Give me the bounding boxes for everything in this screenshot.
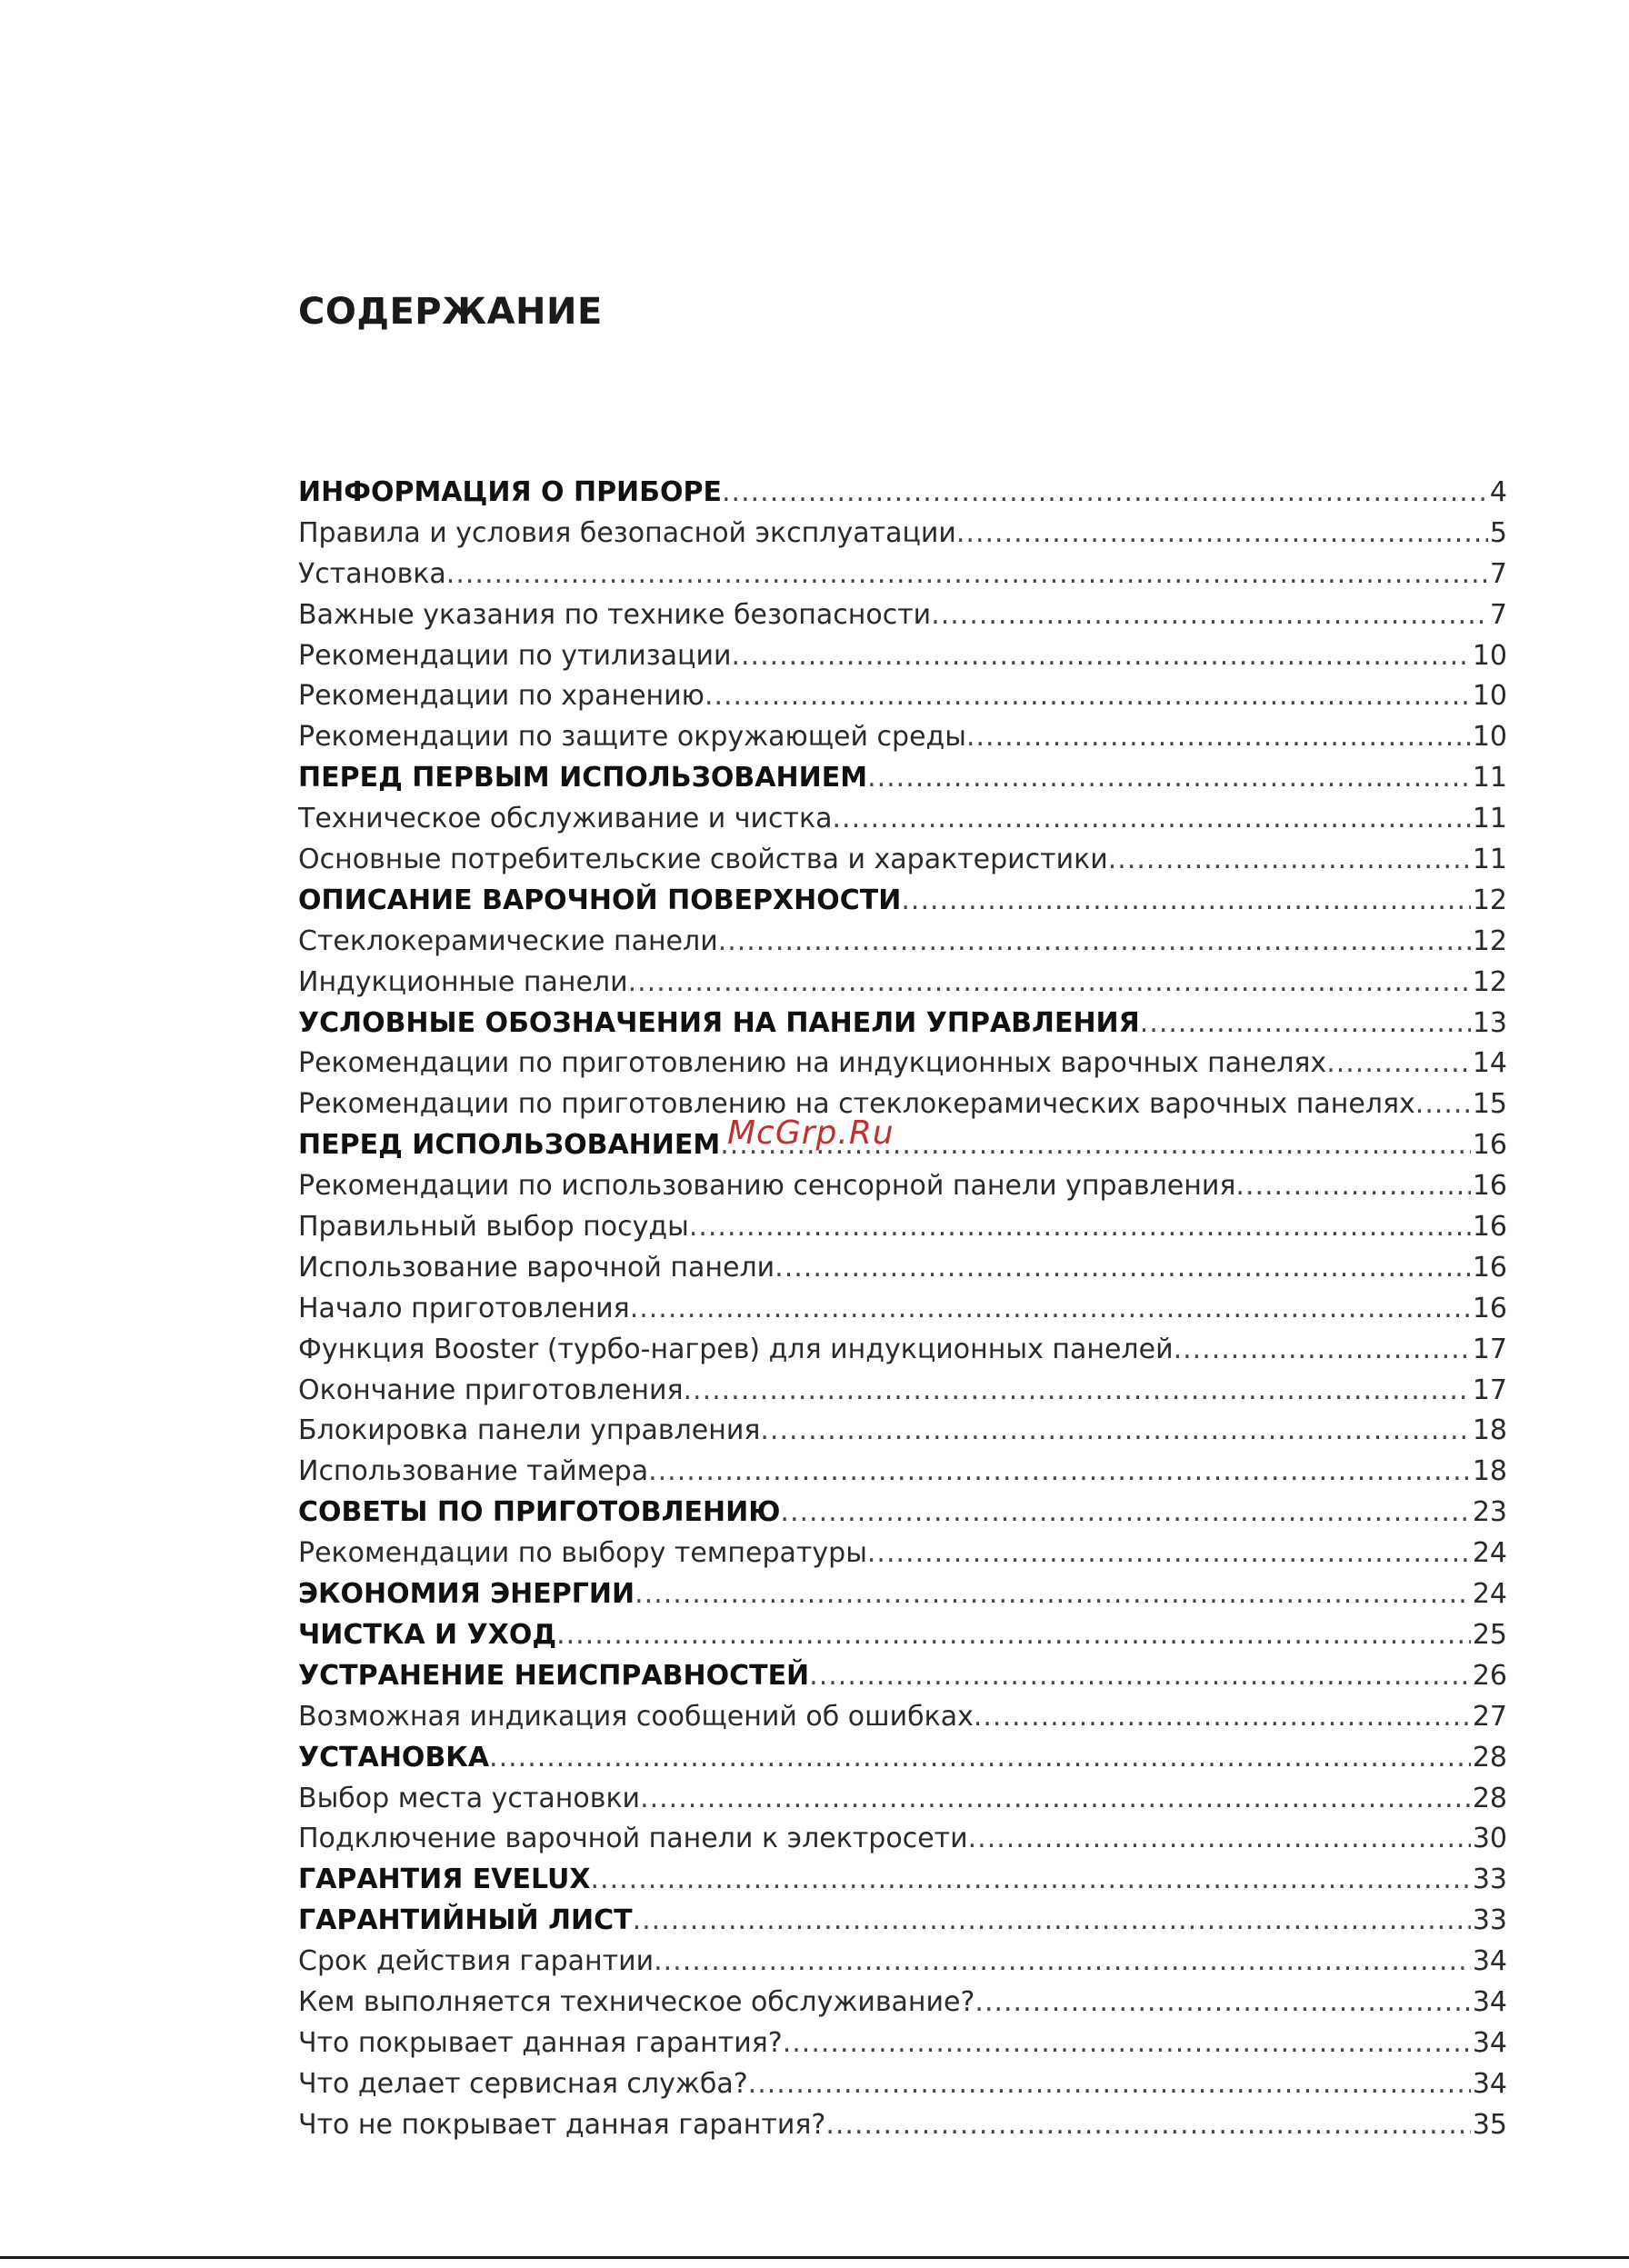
toc-page-number: 11 bbox=[1472, 803, 1507, 835]
dot-leader bbox=[956, 514, 1488, 555]
toc-page-number: 18 bbox=[1472, 1455, 1507, 1488]
dot-leader bbox=[489, 1738, 1471, 1779]
toc-page-number: 5 bbox=[1489, 516, 1507, 549]
toc-entry[interactable] bbox=[298, 1942, 1507, 1983]
toc-entry-title: Рекомендации по хранению bbox=[298, 680, 705, 713]
dot-leader bbox=[974, 1697, 1471, 1738]
toc-page-number: 26 bbox=[1472, 1659, 1507, 1692]
toc-entry-title: УСТРАНЕНИЕ НЕИСПРАВНОСТЕЙ bbox=[298, 1659, 810, 1692]
toc-page-number: 16 bbox=[1472, 1292, 1507, 1324]
dot-leader bbox=[635, 1574, 1471, 1615]
toc-entry-title: Блокировка панели управления bbox=[298, 1414, 761, 1447]
dot-leader bbox=[630, 1289, 1471, 1330]
toc-entry[interactable] bbox=[298, 1901, 1507, 1942]
toc-entry[interactable] bbox=[298, 1289, 1507, 1330]
toc-entry[interactable] bbox=[298, 2023, 1507, 2064]
toc-entry-title: УСЛОВНЫЕ ОБОЗНАЧЕНИЯ НА ПАНЕЛИ УПРАВЛЕНИЯ bbox=[298, 1006, 1140, 1039]
toc-entry[interactable] bbox=[298, 799, 1507, 840]
toc-page-number: 16 bbox=[1472, 1211, 1507, 1244]
toc-entry[interactable] bbox=[298, 1371, 1507, 1412]
dot-leader bbox=[825, 2105, 1470, 2146]
toc-page-number: 13 bbox=[1472, 1006, 1507, 1039]
toc-entry[interactable] bbox=[298, 595, 1507, 636]
toc-entry-title: Техническое обслуживание и чистка bbox=[298, 803, 833, 835]
toc-page-number: 34 bbox=[1472, 2067, 1507, 2100]
dot-leader bbox=[718, 922, 1471, 963]
dot-leader bbox=[731, 636, 1470, 677]
dot-leader bbox=[648, 1452, 1471, 1493]
toc-page-number: 30 bbox=[1472, 1823, 1507, 1855]
toc-entry[interactable] bbox=[298, 881, 1507, 922]
bottom-divider bbox=[0, 2256, 1629, 2259]
toc-entry-title: Срок действия гарантии bbox=[298, 1945, 655, 1978]
toc-page-number: 10 bbox=[1472, 639, 1507, 672]
toc-entry-title: ГАРАНТИЙНЫЙ ЛИСТ bbox=[298, 1904, 633, 1937]
dot-leader bbox=[689, 1207, 1471, 1248]
toc-entry-title: Что не покрывает данная гарантия? bbox=[298, 2108, 826, 2141]
toc-entry-title: Начало приготовления bbox=[298, 1292, 630, 1324]
toc-entry[interactable] bbox=[298, 1574, 1507, 1615]
dot-leader bbox=[833, 799, 1471, 840]
toc-entry[interactable] bbox=[298, 1411, 1507, 1452]
dot-leader bbox=[1326, 1044, 1471, 1084]
toc-page-number: 28 bbox=[1472, 1782, 1507, 1814]
toc-entry[interactable] bbox=[298, 840, 1507, 881]
dot-leader bbox=[628, 963, 1471, 1004]
table-of-contents bbox=[298, 473, 1507, 2146]
dot-leader bbox=[931, 595, 1488, 636]
toc-page-number: 12 bbox=[1472, 924, 1507, 957]
toc-page-number: 12 bbox=[1472, 884, 1507, 916]
dot-leader bbox=[748, 2064, 1471, 2105]
dot-leader bbox=[1174, 1330, 1471, 1371]
dot-leader bbox=[640, 1779, 1471, 1820]
toc-entry[interactable] bbox=[298, 1819, 1507, 1860]
toc-entry[interactable] bbox=[298, 1166, 1507, 1207]
toc-entry[interactable] bbox=[298, 1534, 1507, 1574]
dot-leader bbox=[1140, 1004, 1471, 1044]
toc-entry[interactable] bbox=[298, 1656, 1507, 1697]
dot-leader bbox=[968, 1819, 1471, 1860]
dot-leader bbox=[783, 2023, 1471, 2064]
toc-entry[interactable] bbox=[298, 1248, 1507, 1289]
toc-page-number: 4 bbox=[1489, 476, 1507, 508]
dot-leader bbox=[1108, 840, 1471, 881]
toc-entry[interactable] bbox=[298, 1860, 1507, 1901]
dot-leader bbox=[901, 881, 1470, 922]
toc-entry-title: ПЕРЕД ПЕРВЫМ ИСПОЛЬЗОВАНИЕМ bbox=[298, 762, 868, 794]
toc-entry-title: Рекомендации по приготовлению на индукционных варочных панелях bbox=[298, 1047, 1327, 1080]
dot-leader bbox=[705, 676, 1471, 717]
toc-page-number: 16 bbox=[1472, 1170, 1507, 1203]
toc-page-number: 17 bbox=[1472, 1374, 1507, 1406]
toc-page-number: 11 bbox=[1472, 762, 1507, 794]
toc-page-number: 10 bbox=[1472, 680, 1507, 713]
toc-entry[interactable] bbox=[298, 514, 1507, 555]
page-title: СОДЕРЖАНИЕ bbox=[298, 291, 603, 333]
toc-entry-title: Функция Booster (турбо-нагрев) для индукционных панелей bbox=[298, 1333, 1174, 1365]
dot-leader bbox=[974, 1983, 1470, 2023]
toc-page-number: 14 bbox=[1472, 1047, 1507, 1080]
toc-entry[interactable] bbox=[298, 2064, 1507, 2105]
toc-page-number: 34 bbox=[1472, 1945, 1507, 1978]
toc-page-number: 7 bbox=[1489, 598, 1507, 631]
toc-page-number: 10 bbox=[1472, 721, 1507, 754]
dot-leader bbox=[684, 1371, 1471, 1412]
toc-entry-title: Кем выполняется техническое обслуживание? bbox=[298, 1985, 975, 2018]
dot-leader bbox=[654, 1942, 1471, 1983]
dot-leader bbox=[556, 1615, 1471, 1656]
toc-entry[interactable] bbox=[298, 1044, 1507, 1084]
toc-page-number: 24 bbox=[1472, 1578, 1507, 1611]
toc-entry[interactable] bbox=[298, 2105, 1507, 2146]
toc-entry-title: Рекомендации по выбору температуры bbox=[298, 1537, 867, 1570]
toc-page-number: 35 bbox=[1472, 2108, 1507, 2141]
toc-page-number: 28 bbox=[1472, 1741, 1507, 1773]
toc-page-number: 18 bbox=[1472, 1414, 1507, 1447]
toc-entry-title: Возможная индикация сообщений об ошибках bbox=[298, 1700, 974, 1733]
toc-entry-title: Рекомендации по приготовлению на стеклокерамических варочных панелях bbox=[298, 1088, 1415, 1121]
toc-entry-title: ПЕРЕД ИСПОЛЬЗОВАНИЕМ bbox=[298, 1129, 721, 1162]
toc-entry-title: ИНФОРМАЦИЯ О ПРИБОРЕ bbox=[298, 476, 723, 508]
toc-entry-title: Стеклокерамические панели bbox=[298, 924, 718, 957]
toc-entry-title: Рекомендации по использованию сенсорной панели управления bbox=[298, 1170, 1236, 1203]
toc-entry[interactable] bbox=[298, 1738, 1507, 1779]
toc-entry-title: Что делает сервисная служба? bbox=[298, 2067, 748, 2100]
toc-entry-title: Рекомендации по защите окружающей среды bbox=[298, 721, 966, 754]
toc-page-number: 16 bbox=[1472, 1251, 1507, 1284]
toc-entry-title: СОВЕТЫ ПО ПРИГОТОВЛЕНИЮ bbox=[298, 1496, 781, 1529]
dot-leader bbox=[775, 1248, 1471, 1289]
dot-leader bbox=[633, 1901, 1471, 1942]
dot-leader bbox=[591, 1860, 1471, 1901]
toc-entry-title: Использование варочной панели bbox=[298, 1251, 775, 1284]
toc-entry[interactable] bbox=[298, 1084, 1507, 1125]
toc-page-number: 24 bbox=[1472, 1537, 1507, 1570]
toc-entry-title: Правильный выбор посуды bbox=[298, 1211, 689, 1244]
dot-leader bbox=[446, 555, 1488, 595]
toc-page-number: 16 bbox=[1472, 1129, 1507, 1162]
dot-leader bbox=[722, 473, 1488, 514]
toc-page-number: 12 bbox=[1472, 965, 1507, 998]
toc-entry-title: Основные потребительские свойства и характеристики bbox=[298, 844, 1108, 876]
toc-entry-title: ЧИСТКА И УХОД bbox=[298, 1618, 557, 1651]
toc-entry[interactable] bbox=[298, 555, 1507, 595]
toc-entry[interactable] bbox=[298, 1615, 1507, 1656]
toc-entry[interactable] bbox=[298, 1779, 1507, 1820]
dot-leader bbox=[867, 758, 1471, 799]
toc-entry-title: ОПИСАНИЕ ВАРОЧНОЙ ПОВЕРХНОСТИ bbox=[298, 884, 902, 916]
toc-entry-title: Выбор места установки bbox=[298, 1782, 641, 1814]
toc-entry[interactable] bbox=[298, 636, 1507, 677]
toc-page-number: 34 bbox=[1472, 2026, 1507, 2059]
toc-entry-title: Подключение варочной панели к электросети bbox=[298, 1823, 968, 1855]
toc-entry[interactable] bbox=[298, 1207, 1507, 1248]
dot-leader bbox=[966, 717, 1471, 758]
dot-leader bbox=[1235, 1166, 1470, 1207]
toc-entry-title: Установка bbox=[298, 557, 446, 590]
toc-entry-title: ЭКОНОМИЯ ЭНЕРГИИ bbox=[298, 1578, 635, 1611]
toc-page-number: 23 bbox=[1472, 1496, 1507, 1529]
toc-entry-title: Окончание приготовления bbox=[298, 1374, 684, 1406]
toc-page-number: 27 bbox=[1472, 1700, 1507, 1733]
dot-leader bbox=[809, 1656, 1471, 1697]
dot-leader bbox=[760, 1411, 1470, 1452]
toc-entry[interactable] bbox=[298, 676, 1507, 717]
toc-entry[interactable] bbox=[298, 717, 1507, 758]
toc-entry[interactable] bbox=[298, 1004, 1507, 1044]
toc-entry[interactable] bbox=[298, 473, 1507, 514]
toc-entry-title: УСТАНОВКА bbox=[298, 1741, 490, 1773]
watermark: McGrp.Ru bbox=[727, 1114, 894, 1152]
dot-leader bbox=[780, 1493, 1470, 1534]
toc-page-number: 33 bbox=[1472, 1904, 1507, 1937]
toc-page-number: 17 bbox=[1472, 1333, 1507, 1365]
dot-leader bbox=[1415, 1084, 1471, 1125]
toc-entry[interactable] bbox=[298, 1452, 1507, 1493]
toc-entry-title: Важные указания по технике безопасности bbox=[298, 598, 932, 631]
toc-entry[interactable] bbox=[298, 963, 1507, 1004]
dot-leader bbox=[867, 1534, 1471, 1574]
toc-page-number: 33 bbox=[1472, 1863, 1507, 1896]
toc-page-number: 11 bbox=[1472, 844, 1507, 876]
toc-page-number: 25 bbox=[1472, 1618, 1507, 1651]
toc-entry-title: Использование таймера bbox=[298, 1455, 649, 1488]
toc-entry[interactable] bbox=[298, 1983, 1507, 2023]
toc-entry[interactable] bbox=[298, 1697, 1507, 1738]
toc-entry-title: Рекомендации по утилизации bbox=[298, 639, 732, 672]
toc-entry[interactable] bbox=[298, 1330, 1507, 1371]
toc-entry-title: ГАРАНТИЯ EVELUX bbox=[298, 1863, 591, 1896]
toc-entry-title: Что покрывает данная гарантия? bbox=[298, 2026, 783, 2059]
toc-entry[interactable] bbox=[298, 922, 1507, 963]
toc-page-number: 34 bbox=[1472, 1985, 1507, 2018]
toc-entry[interactable] bbox=[298, 758, 1507, 799]
toc-entry[interactable] bbox=[298, 1493, 1507, 1534]
toc-entry-title: Правила и условия безопасной эксплуатации bbox=[298, 516, 956, 549]
toc-page-number: 7 bbox=[1489, 557, 1507, 590]
toc-entry[interactable] bbox=[298, 1125, 1507, 1166]
toc-page-number: 15 bbox=[1472, 1088, 1507, 1121]
toc-entry-title: Индукционные панели bbox=[298, 965, 628, 998]
